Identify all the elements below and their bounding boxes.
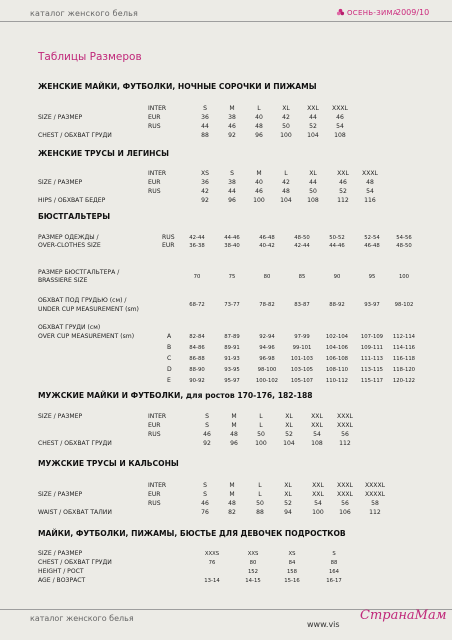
- table-cell: 52: [339, 188, 347, 195]
- table-cell: S: [203, 105, 207, 112]
- table-cell: 73-77: [224, 302, 240, 308]
- table-cell: 54-56: [396, 235, 412, 241]
- table-cell: 38: [228, 179, 236, 186]
- table-cell: 15-16: [284, 578, 300, 584]
- table-cell: XL: [285, 413, 293, 420]
- table-cell: 113-115: [360, 367, 384, 373]
- table-cell: 92: [228, 132, 236, 139]
- table-cell: 92: [203, 440, 211, 447]
- table-cell: 80: [249, 560, 257, 566]
- cup-letter: E: [167, 377, 171, 384]
- row-label: SIZE / РАЗМЕР: [38, 179, 83, 186]
- table-cell: 96: [230, 440, 238, 447]
- row-label: HIPS / ОБХВАТ БЕДЕР: [38, 197, 106, 204]
- table-cell: 54: [314, 500, 322, 507]
- key-rus: RUS: [148, 188, 161, 195]
- table-cell: 104: [283, 440, 295, 447]
- table-cell: 42: [282, 179, 290, 186]
- table-cell: 38-40: [224, 243, 240, 249]
- table-cell: XXXL: [337, 422, 353, 429]
- table-cell: 44: [228, 188, 236, 195]
- row-label: SIZE / РАЗМЕР: [38, 550, 83, 557]
- table-cell: 92: [201, 197, 209, 204]
- row-label: BRASSIERE SIZE: [38, 277, 88, 284]
- row-label: AGE / ВОЗРАСТ: [38, 577, 86, 584]
- table-cell: 152: [247, 569, 259, 575]
- table-cell: 50: [256, 500, 264, 507]
- table-cell: XL: [282, 105, 290, 112]
- table-cell: 108-110: [325, 367, 349, 373]
- table-cell: 164: [328, 569, 340, 575]
- table-cell: 42: [201, 188, 209, 195]
- key-rus: RUS: [148, 431, 161, 438]
- table-cell: 54: [336, 123, 344, 130]
- table-cell: XL: [309, 170, 317, 177]
- table-cell: 56: [341, 431, 349, 438]
- table-cell: XXXL: [362, 170, 378, 177]
- key-eur: EUR: [148, 114, 161, 121]
- table-cell: 46: [255, 188, 263, 195]
- table-cell: 95-97: [224, 378, 240, 384]
- table-cell: XL: [284, 491, 292, 498]
- table-cell: 76: [201, 509, 209, 516]
- table-cell: 75: [228, 274, 236, 280]
- key-rus: RUS: [148, 500, 161, 507]
- table-cell: 110-112: [325, 378, 349, 384]
- table-cell: 70: [193, 274, 201, 280]
- table-cell: 85: [298, 274, 306, 280]
- table-cell: 36-38: [189, 243, 205, 249]
- table-cell: 48: [366, 179, 374, 186]
- table-cell: XL: [285, 422, 293, 429]
- table-cell: S: [203, 482, 207, 489]
- table-cell: 88-90: [189, 367, 205, 373]
- table-cell: 44: [309, 179, 317, 186]
- table-cell: 101-103: [290, 356, 314, 362]
- row-label: OVER-CLOTHES SIZE: [38, 242, 101, 249]
- table-cell: 84: [288, 560, 296, 566]
- brand-text: ОСЕНЬ-ЗИМА: [347, 9, 398, 17]
- key-eur: EUR: [162, 242, 175, 249]
- table-cell: 114-116: [392, 345, 416, 351]
- table-cell: 120-122: [392, 378, 416, 384]
- table-cell: 94-96: [259, 345, 275, 351]
- table-cell: 100: [312, 509, 324, 516]
- table-cell: 109-111: [360, 345, 384, 351]
- table-cell: 108: [311, 440, 323, 447]
- table-cell: 50: [309, 188, 317, 195]
- table-cell: 48-50: [294, 235, 310, 241]
- key-inter: INTER: [148, 105, 167, 112]
- table-cell: XXL: [312, 491, 324, 498]
- table-cell: XXXXL: [364, 491, 386, 498]
- table-cell: 48: [282, 188, 290, 195]
- table-cell: M: [229, 482, 235, 489]
- row-label: CHEST / ОБХВАТ ГРУДИ: [38, 132, 112, 139]
- brand-logo: [336, 8, 398, 17]
- table-cell: 46-48: [259, 235, 275, 241]
- table-cell: 96: [228, 197, 236, 204]
- row-label: UNDER CUP MEASUREMENT (sm): [38, 306, 139, 313]
- table-cell: 54: [313, 431, 321, 438]
- table-cell: 38: [228, 114, 236, 121]
- table-cell: 91-93: [224, 356, 240, 362]
- table-cell: 100: [255, 440, 267, 447]
- key-rus: RUS: [162, 234, 175, 241]
- row-label: ОБХВАТ ГРУДИ (см): [38, 324, 101, 331]
- row-label: ОБХВАТ ПОД ГРУДЬЮ (см) /: [38, 297, 127, 304]
- table-cell: 42-44: [294, 243, 310, 249]
- table-cell: M: [256, 170, 262, 177]
- table-cell: 46: [339, 179, 347, 186]
- table-cell: 50: [257, 431, 265, 438]
- table-cell: S: [203, 491, 207, 498]
- table-cell: 95: [368, 274, 376, 280]
- row-label: SIZE / РАЗМЕР: [38, 491, 83, 498]
- table-cell: 112: [339, 440, 351, 447]
- table-cell: XS: [288, 551, 296, 557]
- section-heading: [38, 391, 313, 400]
- table-cell: 104: [280, 197, 292, 204]
- table-cell: 88: [201, 132, 209, 139]
- table-cell: 100: [280, 132, 292, 139]
- table-cell: 50: [282, 123, 290, 130]
- row-label: РАЗМЕР ОДЕЖДЫ /: [38, 234, 99, 241]
- footer-catalog: каталог женского белья: [30, 614, 134, 623]
- table-cell: 94: [284, 509, 292, 516]
- row-label: CHEST / ОБХВАТ ГРУДИ: [38, 559, 112, 566]
- table-cell: L: [258, 482, 262, 489]
- table-cell: M: [231, 413, 237, 420]
- table-cell: 118-120: [392, 367, 416, 373]
- cup-letter: C: [167, 355, 172, 362]
- table-cell: M: [231, 422, 237, 429]
- table-cell: 104: [307, 132, 319, 139]
- table-cell: XXL: [311, 413, 323, 420]
- table-cell: 40: [255, 114, 263, 121]
- table-cell: 44: [201, 123, 209, 130]
- table-cell: XXS: [247, 551, 259, 557]
- table-cell: 100: [398, 274, 410, 280]
- table-cell: 105-107: [290, 378, 314, 384]
- section-heading: ЖЕНСКИЕ ТРУСЫ И ЛЕГИНСЫ: [38, 149, 169, 158]
- table-cell: 90: [333, 274, 341, 280]
- row-label: SIZE / РАЗМЕР: [38, 114, 83, 121]
- table-cell: 96: [255, 132, 263, 139]
- table-cell: 100: [253, 197, 265, 204]
- table-cell: 58: [371, 500, 379, 507]
- watermark-logo: СтранаМам: [360, 608, 447, 623]
- row-label: SIZE / РАЗМЕР: [38, 413, 83, 420]
- table-cell: 52-54: [364, 235, 380, 241]
- table-cell: 98-102: [394, 302, 414, 308]
- table-cell: XXL: [311, 422, 323, 429]
- section-heading: ЖЕНСКИЕ МАЙКИ, ФУТБОЛКИ, НОЧНЫЕ СОРОЧКИ И ПИЖАМЫ: [38, 82, 317, 91]
- table-cell: M: [229, 105, 235, 112]
- table-cell: 89-91: [224, 345, 240, 351]
- table-cell: S: [205, 413, 209, 420]
- table-cell: 78-82: [259, 302, 275, 308]
- key-inter: INTER: [148, 413, 167, 420]
- header-divider: [0, 21, 452, 22]
- table-cell: 48: [228, 500, 236, 507]
- table-cell: 52: [285, 431, 293, 438]
- heading-main: МУЖСКИЕ МАЙКИ И ФУТБОЛКИ,: [38, 391, 184, 400]
- table-cell: 80: [263, 274, 271, 280]
- table-cell: 93-95: [224, 367, 240, 373]
- table-cell: 42-44: [189, 235, 205, 241]
- table-cell: 52: [284, 500, 292, 507]
- table-cell: 158: [286, 569, 298, 575]
- table-cell: XXXL: [337, 413, 353, 420]
- row-label: CHEST / ОБХВАТ ГРУДИ: [38, 440, 112, 447]
- section-heading: МАЙКИ, ФУТБОЛКИ, ПИЖАМЫ, БЮСТЬЕ ДЛЯ ДЕВОЧЕК ПОДРОСТКОВ: [38, 529, 346, 538]
- table-cell: XL: [284, 482, 292, 489]
- table-cell: 76: [208, 560, 216, 566]
- table-cell: XXL: [307, 105, 319, 112]
- season-label: 2009/10: [396, 8, 430, 17]
- table-cell: 100-102: [255, 378, 279, 384]
- table-cell: M: [229, 491, 235, 498]
- table-cell: 104-106: [325, 345, 349, 351]
- header-catalog: каталог женского белья: [30, 9, 139, 18]
- table-cell: 52: [309, 123, 317, 130]
- page-title: Таблицы Размеров: [38, 51, 142, 63]
- table-cell: XXL: [312, 482, 324, 489]
- table-cell: 44-46: [224, 235, 240, 241]
- table-cell: 46-48: [364, 243, 380, 249]
- table-cell: 108: [334, 132, 346, 139]
- table-cell: 115-117: [360, 378, 384, 384]
- row-label: HEIGHT / РОСТ: [38, 568, 84, 575]
- table-cell: 106-108: [325, 356, 349, 362]
- section-heading: БЮСТГАЛЬТЕРЫ: [38, 212, 111, 221]
- table-cell: 92-94: [259, 334, 275, 340]
- table-cell: XXL: [337, 170, 349, 177]
- key-eur: EUR: [148, 179, 161, 186]
- table-cell: XS: [200, 170, 210, 177]
- cup-letter: D: [167, 366, 172, 373]
- table-cell: 112: [337, 197, 349, 204]
- section-heading: МУЖСКИЕ ТРУСЫ И КАЛЬСОНЫ: [38, 459, 179, 468]
- table-cell: 46: [336, 114, 344, 121]
- key-inter: INTER: [148, 170, 167, 177]
- table-cell: 99-101: [292, 345, 312, 351]
- key-rus: RUS: [148, 123, 161, 130]
- table-cell: 102-104: [325, 334, 349, 340]
- table-cell: 40: [255, 179, 263, 186]
- table-cell: 50-52: [329, 235, 345, 241]
- table-cell: 13-14: [204, 578, 220, 584]
- table-cell: 44: [309, 114, 317, 121]
- table-cell: 98-100: [257, 367, 277, 373]
- table-cell: 68-72: [189, 302, 205, 308]
- cup-letter: B: [167, 344, 172, 351]
- table-cell: XXXS: [204, 551, 220, 557]
- table-cell: 87-89: [224, 334, 240, 340]
- table-cell: 103-105: [290, 367, 314, 373]
- table-cell: 82-84: [189, 334, 205, 340]
- heading-sub: для ростов 170-176, 182-188: [183, 391, 313, 400]
- table-cell: 108: [307, 197, 319, 204]
- table-cell: 88: [256, 509, 264, 516]
- key-eur: EUR: [148, 491, 161, 498]
- cup-letter: A: [167, 333, 172, 340]
- key-eur: EUR: [148, 422, 161, 429]
- table-cell: 46: [228, 123, 236, 130]
- table-cell: 107-109: [360, 334, 384, 340]
- table-cell: 111-113: [360, 356, 384, 362]
- table-cell: 14-15: [245, 578, 261, 584]
- table-cell: 97-99: [294, 334, 310, 340]
- table-cell: 112-114: [392, 334, 416, 340]
- table-cell: 36: [201, 114, 209, 121]
- table-cell: 46: [203, 431, 211, 438]
- table-cell: 16-17: [326, 578, 342, 584]
- table-cell: S: [332, 551, 336, 557]
- table-cell: 48-50: [396, 243, 412, 249]
- table-cell: 88: [330, 560, 338, 566]
- table-cell: L: [259, 413, 263, 420]
- table-cell: XXXL: [332, 105, 348, 112]
- table-cell: 46: [201, 500, 209, 507]
- row-label: OVER CUP MEASUREMENT (sm): [38, 333, 135, 340]
- table-cell: L: [258, 491, 262, 498]
- table-cell: 116-118: [392, 356, 416, 362]
- table-cell: 88-92: [329, 302, 345, 308]
- table-cell: L: [259, 422, 263, 429]
- table-cell: 90-92: [189, 378, 205, 384]
- key-inter: INTER: [148, 482, 167, 489]
- flower-icon: [336, 8, 345, 17]
- table-cell: XXXL: [337, 482, 353, 489]
- table-cell: 112: [369, 509, 381, 516]
- table-cell: 86-88: [189, 356, 205, 362]
- table-cell: 96-98: [259, 356, 275, 362]
- table-cell: 56: [341, 500, 349, 507]
- footer-url[interactable]: www.vis: [307, 620, 340, 629]
- table-cell: 116: [364, 197, 376, 204]
- table-cell: 36: [201, 179, 209, 186]
- table-cell: 42: [282, 114, 290, 121]
- table-cell: 44-46: [329, 243, 345, 249]
- row-label: РАЗМЕР БЮСТГАЛЬТЕРА /: [38, 269, 120, 276]
- table-cell: 54: [366, 188, 374, 195]
- table-cell: 48: [230, 431, 238, 438]
- table-cell: 84-86: [189, 345, 205, 351]
- table-cell: 106: [339, 509, 351, 516]
- table-cell: 40-42: [259, 243, 275, 249]
- table-cell: L: [284, 170, 288, 177]
- table-cell: XXXXL: [364, 482, 386, 489]
- table-cell: XXXL: [337, 491, 353, 498]
- table-cell: 48: [255, 123, 263, 130]
- table-cell: L: [257, 105, 261, 112]
- table-cell: S: [205, 422, 209, 429]
- table-cell: 82: [228, 509, 236, 516]
- table-cell: 93-97: [364, 302, 380, 308]
- table-cell: S: [230, 170, 234, 177]
- row-label: WAIST / ОБХВАТ ТАЛИИ: [38, 509, 112, 516]
- table-cell: 83-87: [294, 302, 310, 308]
